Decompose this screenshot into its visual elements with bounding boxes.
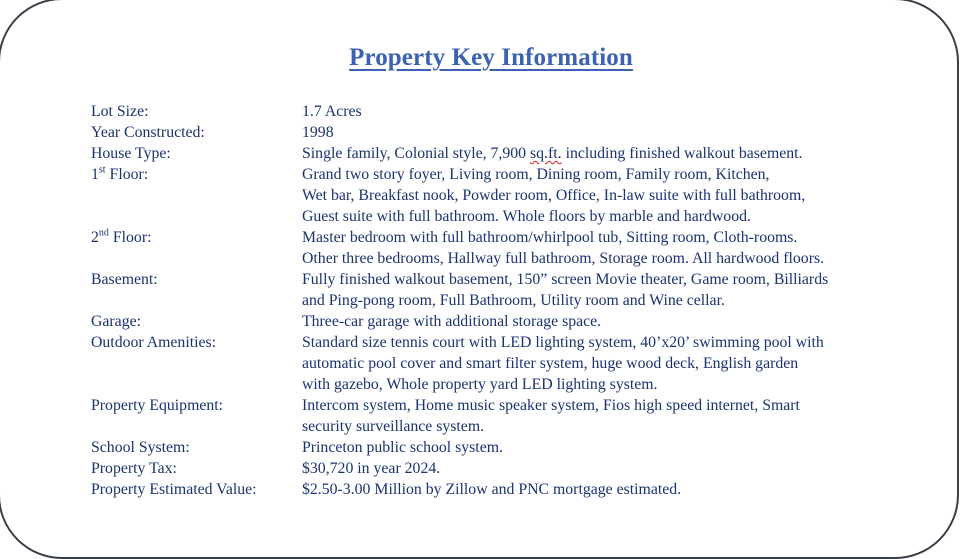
row-year-constructed: [91, 122, 921, 143]
label-school-system: School System:: [91, 439, 190, 456]
value-line: $30,720 in year 2024.: [302, 460, 441, 477]
value-line: Master bedroom with full bathroom/whirlpool tub, Sitting room, Cloth-rooms.: [302, 229, 798, 246]
value-property-tax: [302, 458, 921, 479]
spellcheck-word: sq.ft.: [530, 145, 562, 162]
value-line: and Ping-pong room, Full Bathroom, Utility room and Wine cellar.: [302, 292, 725, 309]
value-second-floor: [302, 227, 921, 269]
row-garage: [91, 311, 921, 332]
label-second-floor: 2nd Floor:: [91, 227, 152, 246]
row-property-equipment: [91, 395, 921, 437]
label-first-floor: 1st Floor:: [91, 164, 149, 183]
label-garage: Garage:: [91, 313, 141, 330]
value-line: Grand two story foyer, Living room, Dining room, Family room, Kitchen,: [302, 166, 770, 183]
row-lot-size: [91, 101, 921, 122]
label-house-type: House Type:: [91, 145, 171, 162]
value-line: Guest suite with full bathroom. Whole floors by marble and hardwood.: [302, 208, 751, 225]
row-property-tax: [91, 458, 921, 479]
row-school-system: [91, 437, 921, 458]
value-line: Other three bedrooms, Hallway full bathroom, Storage room. All hardwood floors.: [302, 250, 825, 267]
label-property-equipment: Property Equipment:: [91, 397, 224, 414]
value-lot-size: [302, 101, 921, 122]
label-lot-size: Lot Size:: [91, 103, 149, 120]
value-outdoor-amenities: [302, 332, 921, 395]
value-line: Intercom system, Home music speaker system, Fios high speed internet, Smart: [302, 397, 800, 414]
value-line: 1.7 Acres: [302, 103, 362, 120]
value-basement: [302, 269, 921, 311]
value-line: Princeton public school system.: [302, 439, 503, 456]
row-outdoor-amenities: [91, 332, 921, 395]
value-line: Wet bar, Breakfast nook, Powder room, Office, In-law suite with full bathroom,: [302, 187, 806, 204]
value-line: automatic pool cover and smart filter system, huge wood deck, English garden: [302, 355, 799, 372]
label-property-tax: Property Tax:: [91, 460, 177, 477]
value-text: including finished walkout basement.: [561, 145, 803, 162]
label-estimated-value: Property Estimated Value:: [91, 481, 257, 498]
row-basement: [91, 269, 921, 311]
label-year-constructed: Year Constructed:: [91, 124, 205, 141]
property-info-list: [91, 101, 921, 500]
row-first-floor: [91, 164, 921, 227]
page-title: Property Key Information: [349, 44, 633, 71]
value-text: Single family, Colonial style, 7,900: [302, 145, 531, 162]
value-year-constructed: [302, 122, 921, 143]
value-line: with gazebo, Whole property yard LED lighting system.: [302, 376, 658, 393]
label-basement: Basement:: [91, 271, 158, 288]
value-line: 1998: [302, 124, 334, 141]
row-second-floor: [91, 227, 921, 269]
row-house-type: [91, 143, 921, 164]
row-estimated-value: [91, 479, 921, 500]
value-garage: [302, 311, 921, 332]
label-outdoor-amenities: Outdoor Amenities:: [91, 334, 217, 351]
value-line: [302, 143, 921, 164]
value-estimated-value: [302, 479, 921, 500]
value-line: Standard size tennis court with LED lighting system, 40’x20’ swimming pool with: [302, 334, 824, 351]
value-property-equipment: [302, 395, 921, 437]
value-first-floor: [302, 164, 921, 227]
value-line: security surveillance system.: [302, 418, 485, 435]
value-line: $2.50-3.00 Million by Zillow and PNC mortgage estimated.: [302, 481, 682, 498]
value-house-type: [302, 143, 921, 164]
value-line: Three-car garage with additional storage space.: [302, 313, 602, 330]
value-school-system: [302, 437, 921, 458]
value-line: Fully finished walkout basement, 150” screen Movie theater, Game room, Billiards: [302, 271, 829, 288]
